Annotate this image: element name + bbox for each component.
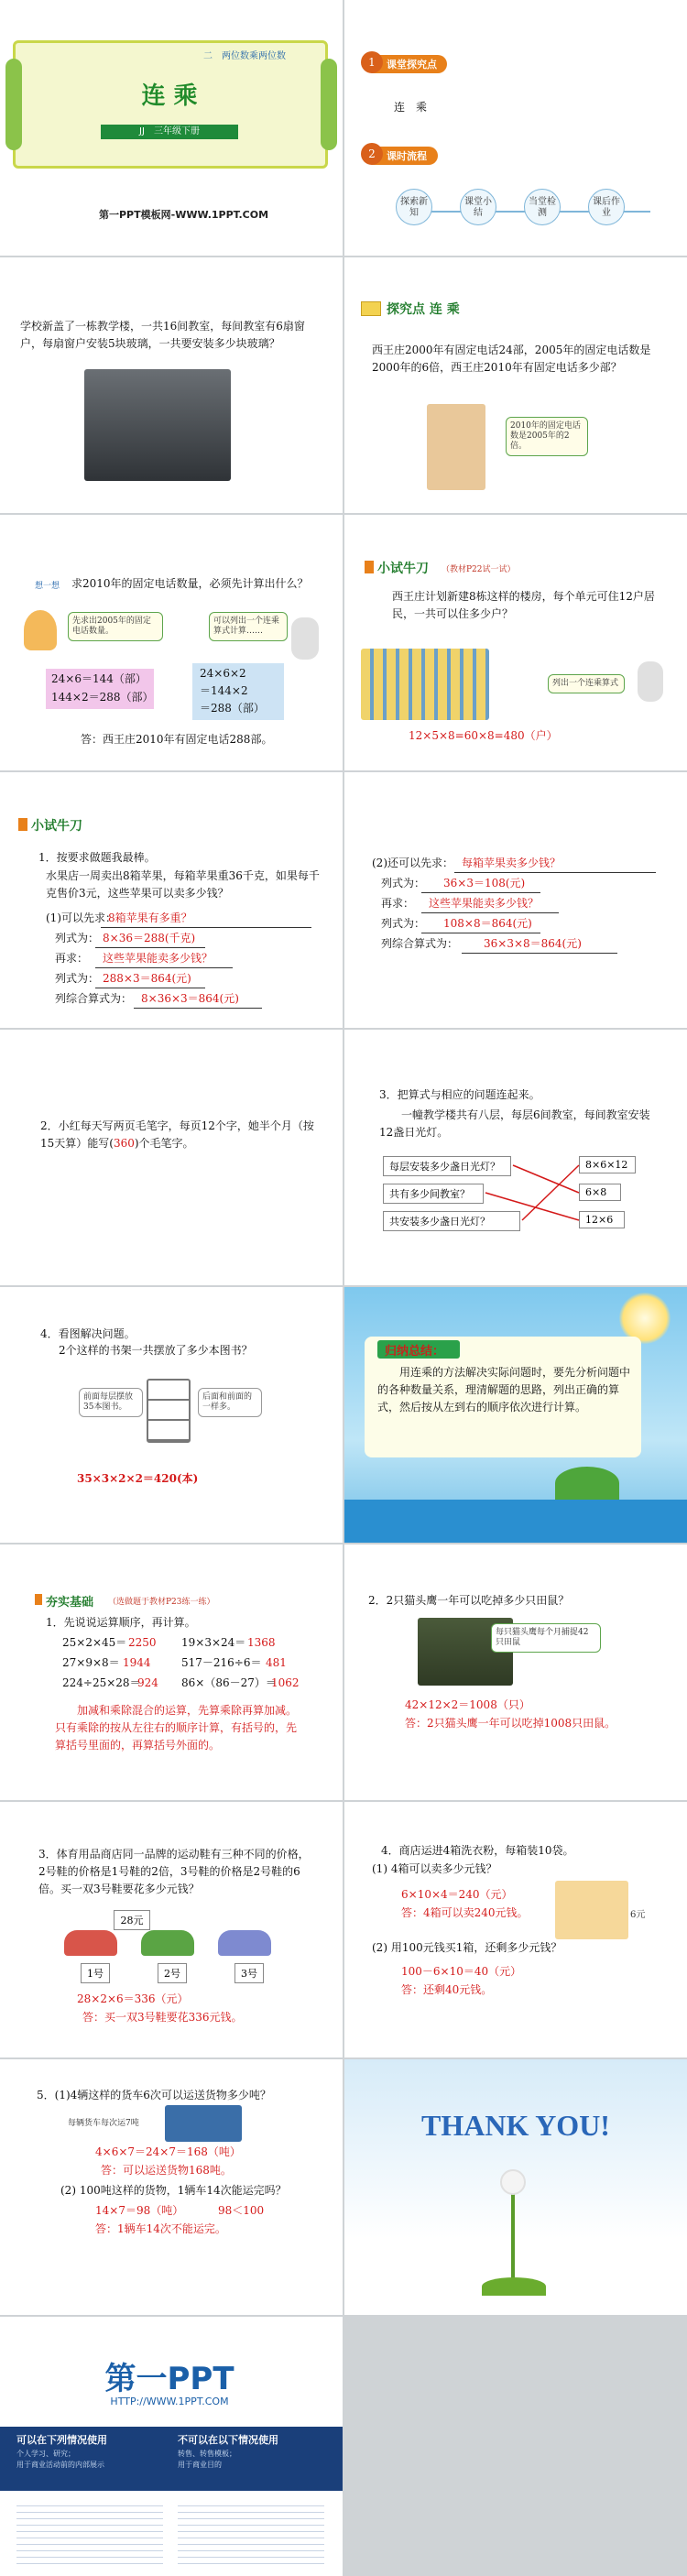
detergent-calc1: 6×10×4＝240（元） <box>401 1888 513 1901</box>
slide-3-question[interactable] <box>0 257 343 513</box>
thanks-text: THANK YOU! <box>421 2109 610 2142</box>
match-line-1 <box>513 1165 579 1193</box>
alt3-label: 再求： <box>381 897 415 910</box>
slide-6-practice[interactable] <box>344 515 687 770</box>
slide-13-basics[interactable] <box>0 1545 343 1800</box>
detergent-answer1: 答：4箱可以卖240元钱。 <box>401 1906 529 1919</box>
forbidden-heading: 不可以在以下情况使用 <box>178 2434 278 2446</box>
slide-14-owls[interactable] <box>344 1545 687 1800</box>
phone-user-illustration <box>427 404 485 490</box>
cargo-label: 每辆货车每次运7吨 <box>68 2119 139 2128</box>
owl-answer: 答：2只猫头鹰一年可以吃掉1008只田鼠。 <box>405 1717 616 1730</box>
step4-label: 列式为： <box>55 972 100 985</box>
q2-answer: 360 <box>113 1137 135 1150</box>
alt2-value: 36×3＝108(元) <box>421 875 540 893</box>
solution-answer: 答：西王庄2010年有固定电话288部。 <box>81 733 273 746</box>
practice-bubble: 列出一个连乘算式 <box>548 674 625 693</box>
classroom-photo <box>84 369 231 481</box>
exercise-question: 1．按要求做题我最棒。 <box>38 851 156 864</box>
match-line-2 <box>485 1193 579 1220</box>
practice-ref: （教材P22试一试） <box>442 565 516 574</box>
truck-question-2: (2) 100吨这样的货物，1辆车14次能运完吗？ <box>60 2184 287 2197</box>
sea-band <box>344 1500 687 1543</box>
shelf-note-2: 后面和前面的一样多。 <box>198 1388 262 1417</box>
price-tag: 28元 <box>114 1910 150 1930</box>
basics-note: 加减和乘除混合的运算，先算乘除再算加减。只有乘除的按从左往右的顺序计算，有括号的，先算括号里面的，再算括号外面的。 <box>55 1704 298 1752</box>
question-box-2[interactable]: 共有多少间教室？ <box>383 1184 484 1204</box>
formula-box-2[interactable]: 6×8 <box>579 1184 621 1201</box>
section-2-label: 课时流程 <box>387 150 427 162</box>
calc2-line2: ＝144×2 <box>200 684 248 697</box>
allowed-line-1: 个人学习、研究； <box>16 2450 75 2458</box>
shoes-calc: 28×2×6＝336（元） <box>77 1992 189 2005</box>
alt1-value: 每箱苹果卖多少钱？ <box>454 855 656 873</box>
slide-5-solution[interactable] <box>0 515 343 770</box>
shoe-3 <box>218 1930 271 1956</box>
slide-19-license[interactable] <box>0 2317 343 2576</box>
shoe-1 <box>64 1930 117 1956</box>
row1-ans2: 1368 <box>247 1636 276 1649</box>
basics-marker-icon <box>35 1594 42 1605</box>
slide-9-question-2[interactable] <box>0 1030 343 1285</box>
section-1-item: 连 乘 <box>394 101 428 114</box>
grass <box>482 2277 546 2296</box>
detergent-q1: (1) 4箱可以卖多少元钱？ <box>372 1862 497 1875</box>
shoe-label-3: 3号 <box>234 1963 264 1983</box>
summary-title: 归纳总结： <box>385 1345 445 1359</box>
allowed-heading: 可以在下列情况使用 <box>16 2434 107 2446</box>
book-icon <box>361 301 381 316</box>
link-list-left <box>16 2500 163 2564</box>
row3-ans1: 924 <box>137 1676 158 1689</box>
practice-marker-icon <box>365 561 374 573</box>
row2-expr2: 517－216÷6＝ <box>181 1656 262 1669</box>
slide-18-thanks[interactable] <box>344 2059 687 2315</box>
practice-text: 西王庄计划新建8栋这样的楼房，每个单元可住12户居民，一共可以住多少户？ <box>392 590 655 620</box>
boy-avatar <box>24 610 57 650</box>
question-text: 学校新盖了一栋教学楼，一共16间教室，每间教室有6扇窗户，每扇窗户安装5块玻璃，一共要安装多少块玻璃？ <box>20 320 305 350</box>
boy-bubble: 先求出2005年的固定电话数量。 <box>68 612 163 641</box>
ribbon-left <box>5 59 22 150</box>
slide-2-agenda[interactable] <box>344 0 687 256</box>
flower-head <box>500 2169 526 2195</box>
cover-site[interactable]: 第一PPT模板网-WWW.1PPT.COM <box>99 209 269 221</box>
q2-text <box>40 1118 315 1152</box>
step3-label: 再求： <box>55 952 89 965</box>
shoe-label-2: 2号 <box>158 1963 187 1983</box>
owl-calc: 42×12×2＝1008（只） <box>405 1698 530 1711</box>
step3-value: 这些苹果能卖多少钱？ <box>95 950 233 968</box>
row1-expr1: 25×2×45＝ <box>62 1636 127 1649</box>
alt5-value: 36×3×8＝864(元) <box>462 935 617 954</box>
detergent-answer2: 答：还剩40元钱。 <box>401 1983 493 1996</box>
shop-illustration <box>555 1881 628 1939</box>
flow-step-3[interactable]: 当堂检测 <box>524 189 561 225</box>
row1-expr2: 19×3×24＝ <box>181 1636 246 1649</box>
step2-label: 列式为： <box>55 932 100 944</box>
match-text: 一幢教学楼共有八层，每层6间教室，每间教室安装12盏日光灯。 <box>379 1108 650 1139</box>
alt4-label: 列式为： <box>381 917 426 930</box>
question-box-1[interactable]: 每层安装多少盏日光灯？ <box>383 1156 511 1176</box>
shoe-label-1: 1号 <box>81 1963 110 1983</box>
truck-answer-1: 答：可以运送货物168吨。 <box>101 2164 232 2177</box>
summary-text: 用连乘的方法解决实际问题时，要先分析问题中的各种数量关系，理清解题的思路，列出正确的算式，然后按从左到右的顺序依次进行计算。 <box>377 1366 631 1414</box>
truck-calc-2b: 98＜100 <box>218 2204 265 2217</box>
shelf-note-1: 前面每层摆放35本图书。 <box>79 1388 143 1417</box>
slide-7-exercise[interactable] <box>0 772 343 1028</box>
step1-value: 8箱苹果有多重？ <box>101 910 311 928</box>
section-1-number-icon: 1 <box>361 51 383 73</box>
ribbon-right <box>321 59 337 150</box>
bookshelf-illustration <box>147 1379 191 1443</box>
shelf-question: 4．看图解决问题。 <box>40 1327 136 1340</box>
slide-11-bookshelf[interactable] <box>0 1287 343 1543</box>
practice-answer: 12×5×8=60×8=480（户） <box>409 729 558 742</box>
building-illustration <box>361 649 489 720</box>
shelf-subtext: 2个这样的书架一共摆放了多少本图书？ <box>59 1344 253 1357</box>
section-2-number-icon: 2 <box>361 143 383 165</box>
forbidden-line-1: 转售、转售模板； <box>178 2450 236 2458</box>
truck-calc-2a: 14×7＝98（吨） <box>95 2204 184 2217</box>
alt4-value: 108×8＝864(元) <box>421 915 540 933</box>
step1-label: (1)可以先求： <box>46 911 116 924</box>
alt3-value: 这些苹果能卖多少钱？ <box>421 895 559 913</box>
alt1-label: (2)还可以先求： <box>372 857 453 869</box>
brand-url[interactable]: HTTP://WWW.1PPT.COM <box>110 2396 229 2407</box>
calc2-line1: 24×6×2 <box>200 667 246 680</box>
calc2-line3: ＝288（部） <box>200 702 265 715</box>
flow-step-4[interactable]: 课后作业 <box>588 189 625 225</box>
alt2-label: 列式为： <box>381 877 426 890</box>
flow-step-1[interactable]: 探索新知 <box>396 189 432 225</box>
truck-answer-2: 答：1辆车14次不能运完。 <box>95 2222 226 2235</box>
slide-15-shoes[interactable] <box>0 1802 343 2058</box>
cover-badge: JJ 三年级下册 <box>101 125 238 139</box>
match-question: 3．把算式与相应的问题连起来。 <box>379 1088 540 1101</box>
rabbit-avatar <box>291 617 319 660</box>
practice-header: 小试牛刀 <box>377 562 429 576</box>
link-list-right <box>178 2500 324 2564</box>
detergent-q2: (2) 用100元钱买1箱，还剩多少元钱？ <box>372 1941 562 1954</box>
row3-expr2: 86×（86－27）＝ <box>181 1676 277 1689</box>
rabbit-avatar-2 <box>638 661 663 702</box>
row2-ans2: 481 <box>266 1656 287 1669</box>
price-label: 6元 <box>630 1910 646 1920</box>
basics-header: 夯实基础 <box>46 1596 94 1610</box>
basics-ref: （选做题于教材P23练一练） <box>108 1598 215 1607</box>
shoes-question: 3．体育用品商店同一品牌的运动鞋有三种不同的价格，2号鞋的价格是1号鞋的2倍，3号鞋的价格是2号鞋的6倍。买一双3号鞋要花多少元钱？ <box>38 1848 310 1895</box>
step5-value: 8×36×3＝864(元) <box>134 990 262 1009</box>
shoes-answer: 答：买一双3号鞋要花336元钱。 <box>82 2011 243 2024</box>
cover-title: 连 乘 <box>141 82 198 110</box>
match-lines <box>344 1030 687 1285</box>
slide-16-detergent[interactable] <box>344 1802 687 2058</box>
row1-ans1: 2250 <box>128 1636 157 1649</box>
question-box-3[interactable]: 共安装多少盏日光灯？ <box>383 1211 520 1231</box>
owl-bubble: 每只猫头鹰每个月捕捉42只田鼠 <box>491 1623 601 1653</box>
slide-4-explore[interactable] <box>344 257 687 513</box>
think-tag: 想一想 <box>35 582 60 591</box>
shelf-answer: 35×3×2×2＝420(本) <box>77 1472 199 1485</box>
calc1-line1: 24×6＝144（部） <box>51 672 147 685</box>
step2-value: 8×36＝288(千克) <box>95 930 205 948</box>
slide-17-trucks[interactable] <box>0 2059 343 2315</box>
flow-step-2[interactable]: 课堂小结 <box>460 189 496 225</box>
row3-expr1: 224÷25×28＝ <box>62 1676 141 1689</box>
formula-box-3[interactable]: 12×6 <box>579 1211 625 1228</box>
slide-12-summary[interactable] <box>344 1287 687 1543</box>
explore-header: 探究点 连 乘 <box>387 302 460 317</box>
slide-1-cover[interactable] <box>0 0 343 256</box>
alt5-label: 列综合算式为： <box>381 937 459 950</box>
row2-expr1: 27×9×8＝ <box>62 1656 120 1669</box>
hint-bubble: 2010年的固定电话数是2005年的2倍。 <box>506 417 588 456</box>
exercise-header: 小试牛刀 <box>31 819 82 834</box>
slide-8-exercise-alt[interactable] <box>344 772 687 1028</box>
brand-logo: 第一PPT <box>104 2361 234 2397</box>
q2-text-part1: 2．小红每天写两页毛笔字，每页12个字，她半个月（按15天算）能写( <box>40 1119 314 1150</box>
island-illustration <box>555 1467 619 1500</box>
formula-box-1[interactable]: 8×6×12 <box>579 1156 636 1173</box>
think-question: 求2010年的固定电话数量，必须先计算出什么？ <box>71 577 309 590</box>
forbidden-line-2: 用于商业目的 <box>178 2461 222 2469</box>
row3-ans2: 1062 <box>271 1676 300 1689</box>
detergent-question: 4．商店运进4箱洗衣粉，每箱装10袋。 <box>381 1844 574 1857</box>
truck-illustration <box>165 2105 242 2142</box>
owl-question: 2．2只猫头鹰一年可以吃掉多少只田鼠？ <box>368 1594 570 1607</box>
cover-subtitle: 二 两位数乘两位数 <box>203 51 286 61</box>
row2-ans1: 1944 <box>123 1656 151 1669</box>
explore-text: 西王庄2000年有固定电话24部，2005年的固定电话数是2000年的6倍，西王庄2010年有固定电话多少部？ <box>372 344 651 374</box>
truck-question-1: 5．(1)4辆这样的货车6次可以运送货物多少吨？ <box>37 2089 271 2101</box>
allowed-line-2: 用于商业活动前的内部展示 <box>16 2461 104 2469</box>
rabbit-bubble: 可以列出一个连乘算式计算…… <box>209 612 288 641</box>
section-1-label: 课堂探究点 <box>387 59 437 71</box>
truck-calc-1: 4×6×7＝24×7＝168（吨） <box>95 2145 241 2158</box>
step4-value: 288×3＝864(元) <box>95 970 205 988</box>
step5-label: 列综合算式为： <box>55 992 133 1005</box>
shoe-2 <box>141 1930 194 1956</box>
q2-text-part2: )个毛笔字。 <box>134 1137 194 1150</box>
slide-10-matching[interactable] <box>344 1030 687 1285</box>
basics-question: 1．先说说运算顺序，再计算。 <box>46 1616 196 1629</box>
exercise-text: 水果店一周卖出8箱苹果，每箱苹果重36千克，如果每千克售价3元，这些苹果可以卖多少钱？ <box>46 869 320 900</box>
exercise-marker-icon <box>18 818 27 831</box>
calc1-line2: 144×2＝288（部） <box>51 691 154 704</box>
detergent-calc2: 100－6×10＝40（元） <box>401 1965 522 1978</box>
